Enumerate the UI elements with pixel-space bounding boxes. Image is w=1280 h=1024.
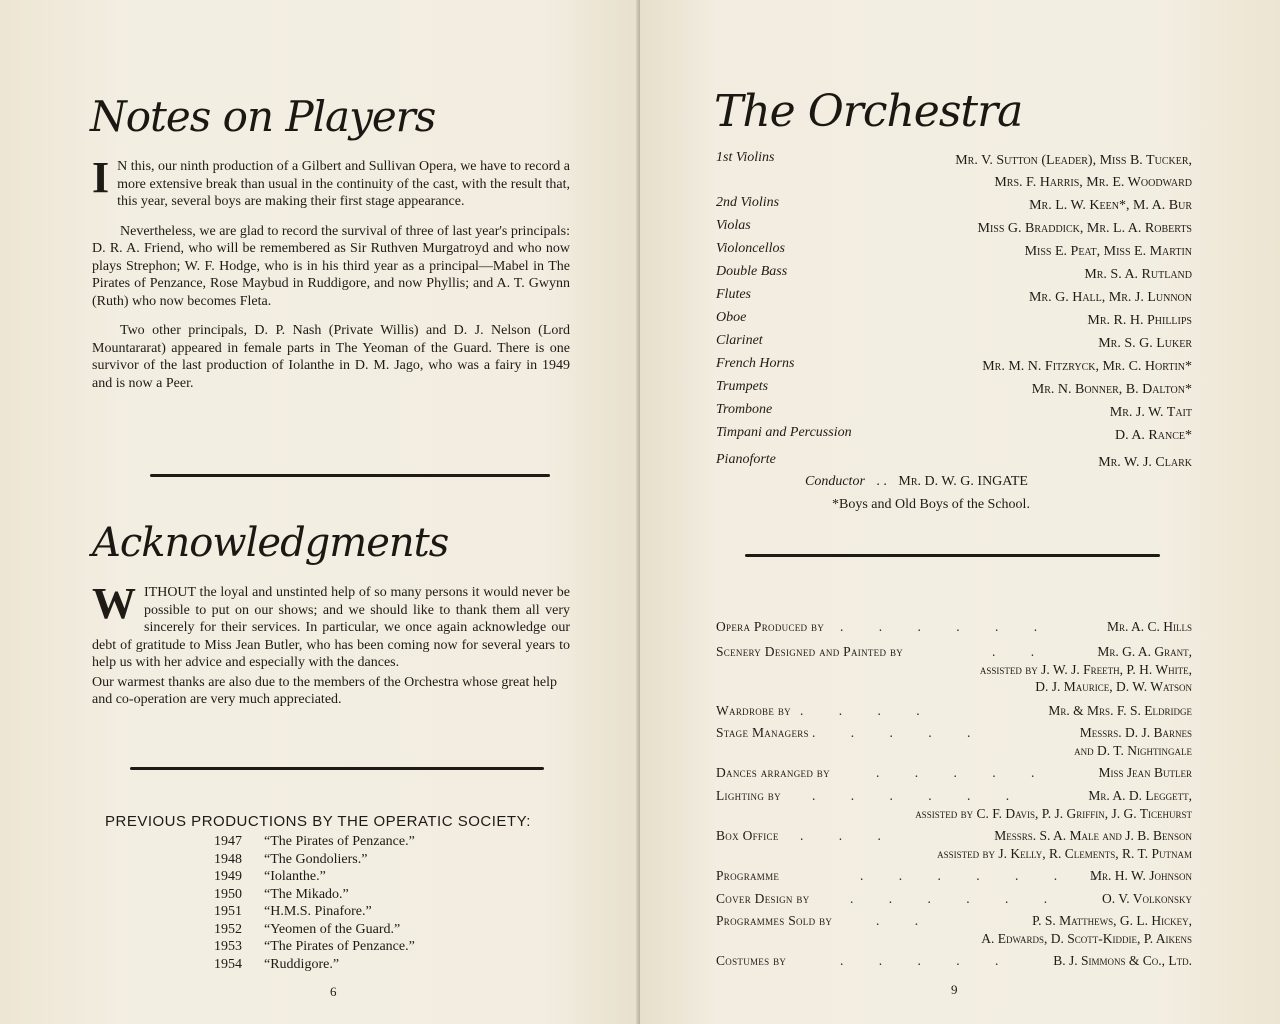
player-names <box>1098 333 1192 355</box>
production-row <box>214 852 514 870</box>
player-name-line: Mr. N. Bonner, B. Dalton* <box>1031 382 1192 397</box>
page-number-right: 9 <box>951 982 958 997</box>
acknowledgments-title: Acknowledgments <box>92 520 449 566</box>
credit-role: Stage Managers <box>716 725 809 740</box>
player-names <box>1115 425 1192 447</box>
credit-row <box>716 868 1192 886</box>
production-year: 1951 <box>214 904 242 919</box>
credit-assistants: A. Edwards, D. Scott-Kiddie, P. Aikens <box>981 931 1192 946</box>
player-name-line: Mr. V. Sutton (Leader), Miss B. Tucker, <box>955 153 1192 168</box>
credit-name: Mr. & Mrs. F. S. Eldridge <box>1048 703 1192 718</box>
instrument-label: Clarinet <box>716 333 763 348</box>
credit-role: Costumes by <box>716 953 787 968</box>
instrument-label: Pianoforte <box>716 452 776 467</box>
credit-row <box>716 725 1192 760</box>
credit-name: Mr. A. C. Hills <box>1106 619 1192 634</box>
player-names <box>978 218 1193 240</box>
ack-paragraph-2: Our warmest thanks are also due to the members of the Orchestra whose great help and co-operation are very much appreciated. <box>92 674 557 707</box>
leader-dots: . . . . <box>800 703 936 718</box>
credit-assistants: assisted by J. Kelly, R. Clements, R. T. Putnam <box>937 846 1192 861</box>
instrument-label: Timpani and Percussion <box>716 425 852 440</box>
player-names <box>1025 241 1192 263</box>
player-names <box>1029 195 1192 217</box>
instrument-label: Flutes <box>716 287 751 302</box>
orchestra-row <box>716 425 1192 447</box>
credit-assistants: assisted by J. W. J. Freeth, P. H. White, <box>979 662 1192 677</box>
conductor-line <box>805 474 1028 490</box>
player-name-line: D. A. Rance* <box>1114 428 1192 443</box>
instrument-label: Violoncellos <box>716 241 785 256</box>
instrument-label: Oboe <box>716 310 747 325</box>
orchestra-row <box>716 195 1192 217</box>
instrument-label: Violas <box>716 218 751 233</box>
credit-name: Miss Jean Butler <box>1098 765 1192 780</box>
notes-dropcap: I <box>92 153 110 202</box>
credit-role: Lighting by <box>716 788 781 803</box>
credit-name: P. S. Matthews, G. L. Hickey, <box>1032 913 1192 928</box>
orchestra-row <box>716 310 1192 332</box>
player-name-line: Mr. S. G. Luker <box>1098 336 1192 351</box>
credit-row <box>716 953 1192 971</box>
player-name-line: Miss G. Braddick, Mr. L. A. Roberts <box>977 221 1192 236</box>
credit-role: Scenery Designed and Painted by <box>716 644 904 659</box>
instrument-label: 2nd Violins <box>716 195 780 210</box>
instrument-label: Trombone <box>716 402 773 417</box>
leader-dots: . . . . . <box>876 765 1051 780</box>
player-name-line: Mr. L. W. Keen*, M. A. Bur <box>1029 198 1192 213</box>
production-title: “The Pirates of Penzance.” <box>264 939 415 954</box>
player-name-line: Mrs. F. Harris, Mr. E. Woodward <box>994 175 1192 190</box>
production-title: “The Pirates of Penzance.” <box>264 834 415 849</box>
credit-name: Mr. H. W. Johnson <box>1089 868 1192 883</box>
notes-paragraph-2: Nevertheless, we are glad to record the survival of three of last year's principals: D. R. A. Friend, who will be remembered as Sir Ruthven Murgatroyd and who now plays Strephon; W. F. Hodge, who is in his third year as a principal—Mabel in The Pirates of Penzance, Rose Maybud in Ruddigore, and now Phyllis; and A. T. Gwynn (Ruth) who now becomes Fleta. <box>92 223 570 309</box>
player-names <box>1032 379 1192 401</box>
player-names <box>982 356 1192 378</box>
production-year: 1947 <box>214 834 242 849</box>
orchestra-row <box>716 241 1192 263</box>
player-name-line: Mr. W. J. Clark <box>1098 455 1192 470</box>
instrument-label: French Horns <box>716 356 795 371</box>
player-name-line: Mr. M. N. Fitzryck, Mr. C. Hortin* <box>982 359 1192 374</box>
credit-role: Opera Produced by <box>716 619 825 634</box>
orchestra-row <box>716 379 1192 401</box>
leader-dots: . . . <box>800 828 897 843</box>
production-row <box>214 957 514 975</box>
credit-name: Mr. A. D. Leggett, <box>1088 788 1192 803</box>
player-name-line: Mr. G. Hall, Mr. J. Lunnon <box>1028 290 1192 305</box>
player-names <box>1110 402 1192 424</box>
production-year: 1950 <box>214 886 242 902</box>
player-names <box>955 150 1192 194</box>
leader-dots: . . <box>876 913 935 928</box>
leader-dots: . . . . . <box>840 953 1015 968</box>
leader-dots: . . . . . . . <box>860 868 1112 883</box>
player-names <box>1029 287 1192 309</box>
conductor-name: Mr. D. W. G. INGATE <box>898 474 1028 489</box>
instrument-label: Trumpets <box>716 379 769 394</box>
notes-body <box>92 153 570 404</box>
credit-row <box>716 913 1192 948</box>
production-title: “Iolanthe.” <box>264 869 326 884</box>
production-title: “The Gondoliers.” <box>264 851 368 867</box>
orchestra-row <box>716 333 1192 355</box>
divider-rule-2 <box>130 767 544 770</box>
notes-title: Notes on Players <box>90 92 436 141</box>
credit-name: Messrs. S. A. Male and J. B. Benson <box>994 828 1192 843</box>
divider-rule <box>150 474 550 477</box>
production-row <box>214 904 514 922</box>
player-name-line: Mr. S. A. Rutland <box>1084 267 1192 282</box>
orchestra-row <box>716 218 1192 240</box>
conductor-dots: . . <box>876 474 887 489</box>
player-name-line: Mr. J. W. Tait <box>1109 405 1192 420</box>
credit-name: Mr. G. A. Grant, <box>1097 644 1192 659</box>
credit-role: Cover Design by <box>716 891 810 906</box>
credit-name: Messrs. D. J. Barnes <box>1079 725 1192 740</box>
production-row <box>214 869 514 887</box>
divider-rule-3 <box>745 554 1160 557</box>
production-row <box>214 922 514 940</box>
production-year: 1949 <box>214 869 242 884</box>
orchestra-row <box>716 287 1192 309</box>
instrument-label: Double Bass <box>716 264 788 279</box>
credit-assistants: D. J. Maurice, D. W. Watson <box>1035 679 1192 694</box>
credit-role: Wardrobe by <box>716 703 791 718</box>
credit-row <box>716 619 1192 637</box>
player-name-line: Mr. R. H. Phillips <box>1087 313 1192 328</box>
credit-assistants: assisted by C. F. Davis, P. J. Griffin, J. G. Ticehurst <box>915 806 1192 821</box>
credit-role: Programme <box>716 868 780 883</box>
credit-row <box>716 828 1192 863</box>
orchestra-row <box>716 264 1192 286</box>
production-row <box>214 939 514 957</box>
credit-role: Box Office <box>716 828 779 843</box>
credit-row <box>716 891 1192 909</box>
production-year: 1952 <box>214 921 242 937</box>
notes-paragraph-3: Two other principals, D. P. Nash (Private Willis) and D. J. Nelson (Lord Mountararat) appeared in female parts in The Yeoman of the Guard. There is one survivor of the last production of Iolanthe in D. M. Jago, who was a fairy in 1949 and is now a Peer. <box>92 323 570 391</box>
credit-row <box>716 703 1192 721</box>
orchestra-title: The Orchestra <box>714 86 1023 137</box>
page-number-left: 6 <box>330 984 337 999</box>
orchestra-row <box>716 150 1192 190</box>
credit-role: Programmes Sold by <box>716 913 833 928</box>
ack-paragraph-1: W ITHOUT the loyal and unstinted help of so many persons it would never be possible to put on our shows; and we should like to thank them all very sincerely for their services. In particular, we once again acknowledge our debt of gratitude to Miss Jean Butler, who has been coming now for several years to help us with her advice and especially with the dances. <box>92 579 570 670</box>
credit-row <box>716 644 1192 696</box>
previous-productions-heading: PREVIOUS PRODUCTIONS BY THE OPERATIC SOCIETY: <box>105 813 531 830</box>
instrument-label: 1st Violins <box>716 150 775 165</box>
ack-dropcap: W <box>92 579 136 628</box>
production-year: 1954 <box>214 956 242 972</box>
notes-paragraph-1: I N this, our ninth production of a Gilbert and Sullivan Opera, we have to record a more extensive break than usual in the continuity of the cast, with the result that, this year, several boys are making their first stage appearance. <box>92 153 570 209</box>
credit-row <box>716 765 1192 783</box>
credit-row <box>716 788 1192 823</box>
player-names <box>1098 452 1192 474</box>
production-row <box>214 834 514 852</box>
orchestra-row <box>716 356 1192 378</box>
production-title: “H.M.S. Pinafore.” <box>264 904 372 919</box>
leader-dots: . . . . . . <box>812 788 1026 803</box>
credit-role: Dances arranged by <box>716 765 830 780</box>
leader-dots: . . . . . . <box>850 891 1064 906</box>
orchestra-row <box>716 402 1192 424</box>
production-year: 1953 <box>214 939 242 954</box>
player-names <box>1084 264 1192 286</box>
credit-name: B. J. Simmons & Co., Ltd. <box>1053 953 1192 968</box>
player-name-line: Miss E. Peat, Miss E. Martin <box>1024 244 1192 259</box>
production-row <box>214 887 514 905</box>
leader-dots: . . <box>992 644 1051 659</box>
acknowledgments-body <box>92 579 570 721</box>
credit-assistants: and D. T. Nightingale <box>1074 743 1192 758</box>
leader-dots: . . . . . <box>812 725 987 740</box>
production-title: “Yeomen of the Guard.” <box>264 921 401 937</box>
leader-dots: . . . . . . <box>840 619 1054 634</box>
orchestra-footnote: *Boys and Old Boys of the School. <box>832 497 1030 512</box>
production-title: “The Mikado.” <box>264 886 349 902</box>
conductor-label: Conductor <box>805 474 865 489</box>
credit-name: O. V. Volkonsky <box>1101 891 1192 906</box>
production-year: 1948 <box>214 851 242 867</box>
orchestra-row <box>716 452 1192 474</box>
productions-list <box>214 834 514 974</box>
production-title: “Ruddigore.” <box>264 956 340 972</box>
player-names <box>1087 310 1192 332</box>
